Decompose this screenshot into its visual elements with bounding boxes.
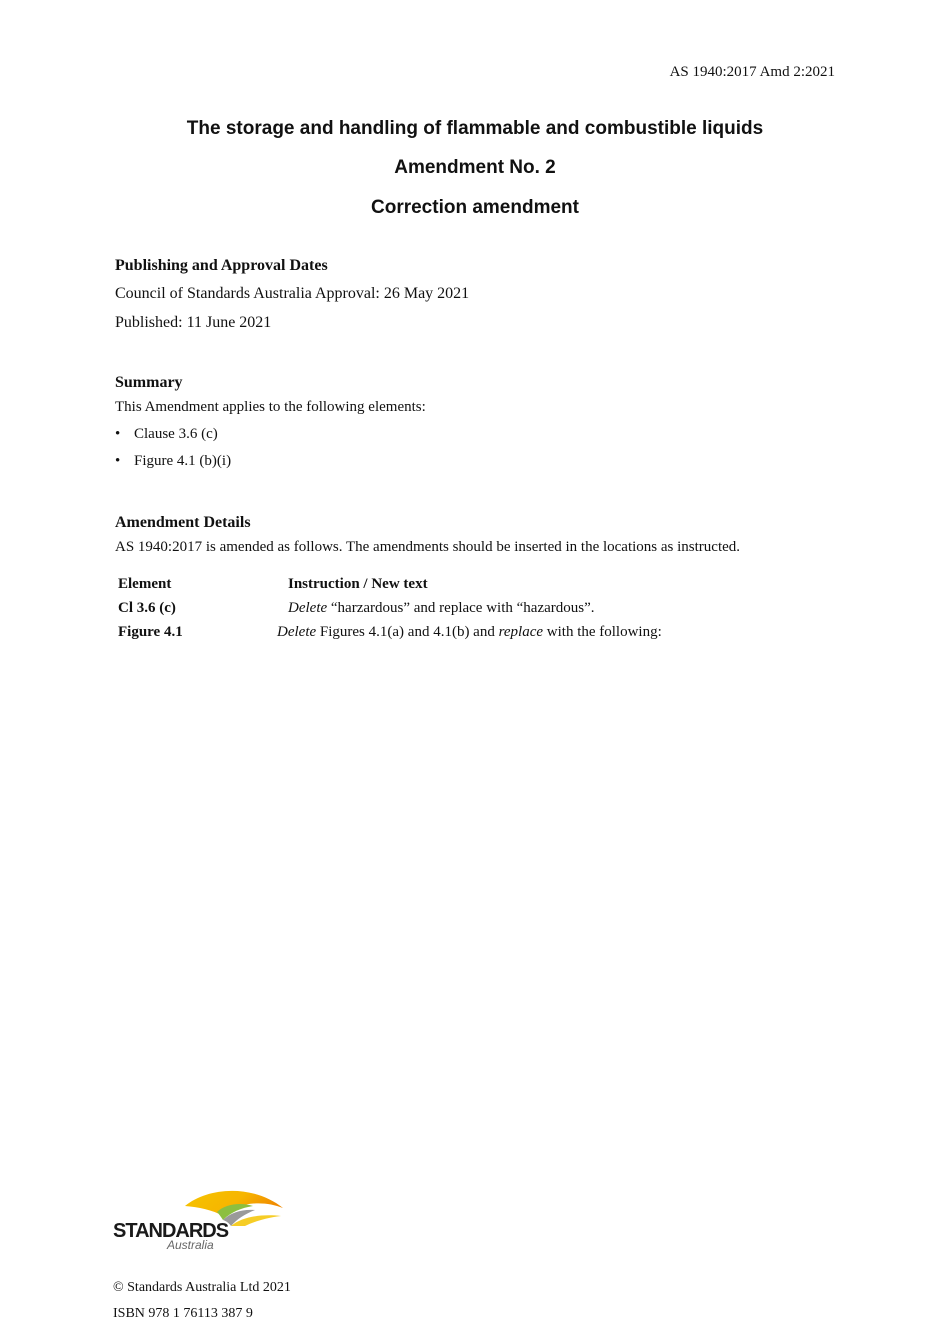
isbn: ISBN 978 1 76113 387 9 [113,1306,253,1321]
instruction-text: “harzardous” and replace with “hazardous”. [327,600,595,616]
instruction-text: with the following: [543,624,662,640]
column-header-element: Element [118,576,172,592]
document-reference: AS 1940:2017 Amd 2:2021 [669,64,835,80]
table-row [118,624,838,648]
document-title: The storage and handling of flammable and combustible liquids [186,118,764,139]
logo-wordmark: STANDARDS [113,1220,229,1242]
logo-subtext: Australia [167,1238,214,1252]
amendment-number: Amendment No. 2 [394,157,556,178]
list-item: • Figure 4.1 (b)(i) [115,448,426,475]
amendment-table [118,576,838,648]
summary-intro: This Amendment applies to the following elements: [115,399,426,415]
instruction-verb: Delete [277,624,317,640]
list-item: • Clause 3.6 (c) [115,421,426,448]
row-instruction [288,600,595,617]
summary-section [115,374,426,475]
table-row [118,600,838,624]
instruction-text: Figures 4.1(a) and 4.1(b) and [316,624,499,640]
instruction-verb: Delete [288,600,328,616]
summary-list [115,421,426,475]
row-element: Figure 4.1 [118,624,183,640]
publishing-section [115,257,469,337]
approval-date: Council of Standards Australia Approval: 26 May 2021 [115,285,470,302]
amendment-type: Correction amendment [371,197,579,218]
publishing-heading: Publishing and Approval Dates [115,257,328,274]
standards-australia-logo [113,1186,288,1254]
row-element: Cl 3.6 (c) [118,600,176,616]
details-heading: Amendment Details [115,514,251,531]
copyright: © Standards Australia Ltd 2021 [113,1280,291,1295]
column-header-instruction: Instruction / New text [288,576,428,592]
table-header-row [118,576,838,600]
details-intro: AS 1940:2017 is amended as follows. The amendments should be inserted in the locations as instructed. [115,539,741,555]
summary-heading: Summary [115,374,183,391]
row-instruction [277,624,662,641]
instruction-verb: replace [498,624,544,640]
published-date: Published: 11 June 2021 [115,314,272,331]
details-section [115,514,740,561]
